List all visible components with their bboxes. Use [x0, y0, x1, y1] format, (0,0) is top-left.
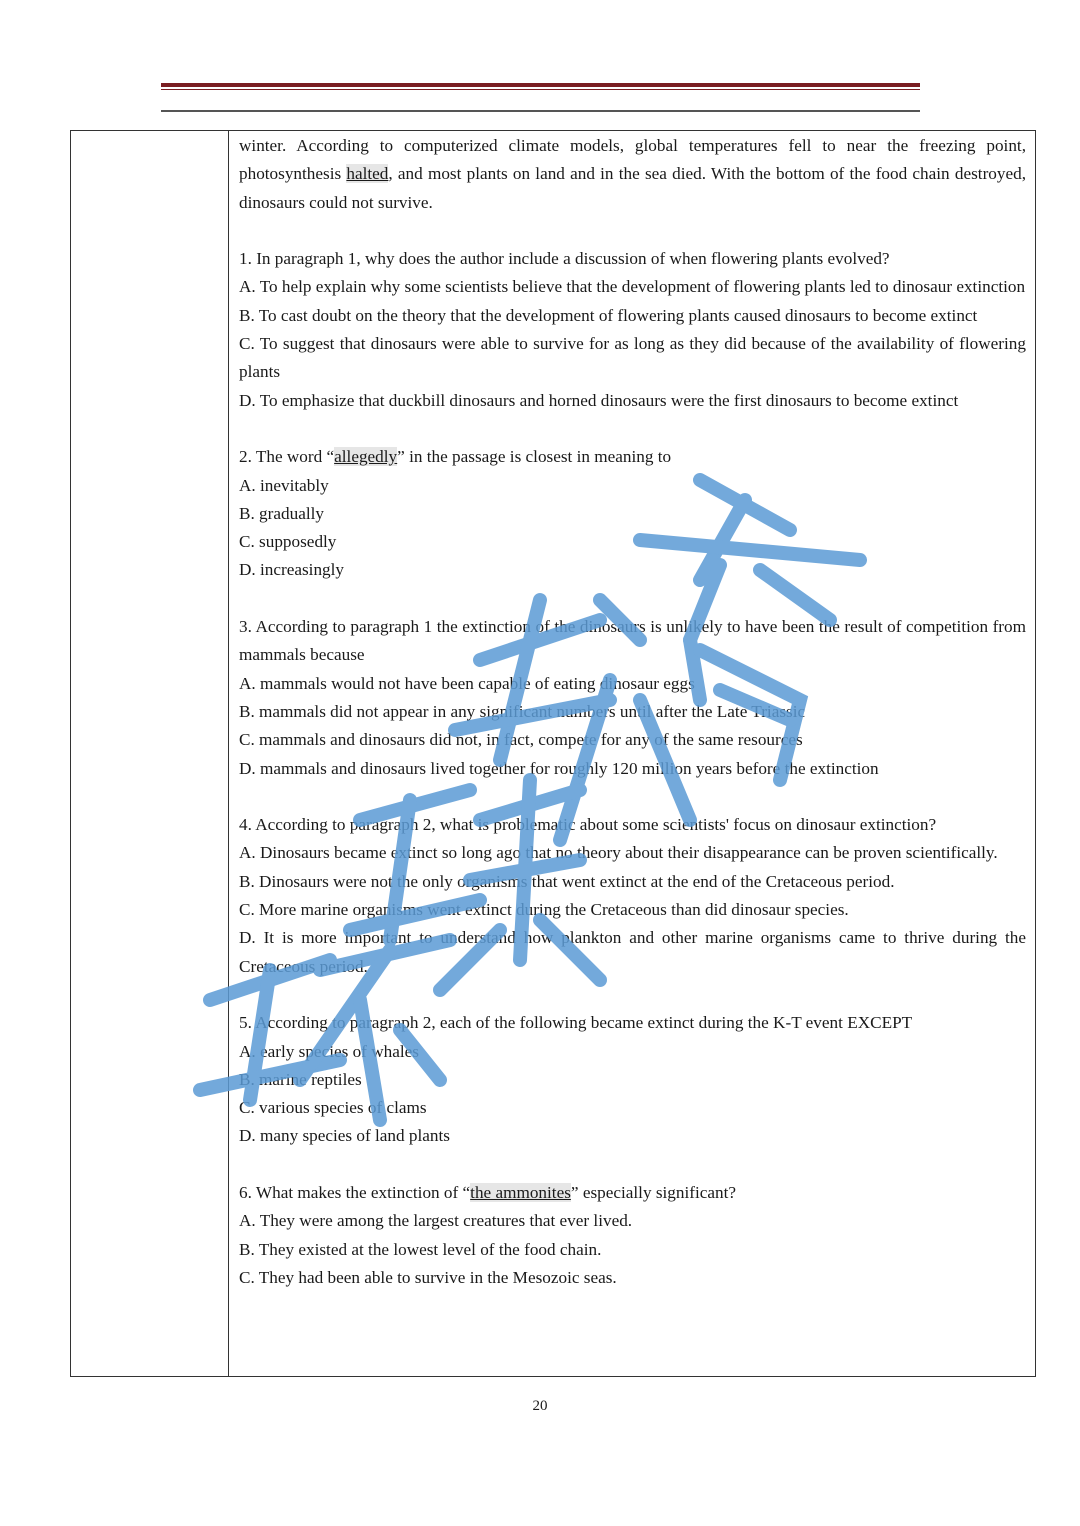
question-stem: 4. According to paragraph 2, what is problematic about some scientists' focus on dinosaur extinction? [239, 815, 937, 835]
answer-option[interactable]: D. mammals and dinosaurs lived together for roughly 120 million years before the extinction [239, 758, 879, 778]
highlighted-word[interactable]: halted [346, 164, 389, 184]
question-stem: 2. The word “allegedly” in the passage is closest in meaning to [239, 447, 672, 467]
answer-option[interactable]: C. various species of clams [239, 1098, 427, 1118]
answer-option[interactable]: A. They were among the largest creatures that ever lived. [239, 1211, 633, 1231]
answer-option[interactable]: B. They existed at the lowest level of the food chain. [239, 1239, 602, 1259]
answer-option[interactable]: B. gradually [239, 503, 324, 523]
highlighted-word[interactable]: allegedly [334, 447, 398, 467]
question-stem: 5. According to paragraph 2, each of the following became extinct during the K-T event EXCEPT [239, 1013, 913, 1033]
highlighted-word[interactable]: the ammonites [470, 1182, 571, 1202]
answer-option[interactable]: B. mammals did not appear in any significant numbers until after the Late Triassic [239, 701, 806, 721]
answer-option[interactable]: B. Dinosaurs were not the only organisms that went extinct at the end of the Cretaceous period. [239, 871, 895, 891]
answer-option[interactable]: C. mammals and dinosaurs did not, in fact, compete for any of the same resources [239, 730, 803, 750]
answer-option[interactable]: D. many species of land plants [239, 1126, 450, 1146]
answer-option[interactable]: D. increasingly [239, 560, 345, 580]
passage-text: winter. According to computerized climate models, global temperatures fell to near the freezing point, photosynthesis halted, and most plants on land and in the sea died. With the bottom of the food chain destroyed, dinosaurs could not survive. [239, 136, 1027, 212]
answer-option[interactable]: B. To cast doubt on the theory that the development of flowering plants caused dinosaurs to become extinct [239, 305, 978, 325]
answer-option[interactable]: A. mammals would not have been capable of eating dinosaur eggs [239, 673, 695, 693]
answer-option[interactable]: C. More marine organisms went extinct during the Cretaceous than did dinosaur species. [239, 900, 849, 920]
page-number: 20 [532, 1398, 548, 1414]
question-stem: 3. According to paragraph 1 the extinction of the dinosaurs is unlikely to have been the result of competition from mammals because [239, 617, 1026, 665]
answer-option[interactable]: A. To help explain why some scientists believe that the development of flowering plants led to dinosaur extinction [239, 277, 1026, 297]
answer-option[interactable]: D. To emphasize that duckbill dinosaurs and horned dinosaurs were the first dinosaurs to become extinct [239, 390, 959, 410]
header-rule-thin [161, 89, 920, 90]
answer-option[interactable]: C. To suggest that dinosaurs were able to survive for as long as they did because of the availability of flowering plants [239, 334, 1026, 382]
header-rule-bottom [161, 110, 920, 112]
reading-content [239, 132, 1026, 1292]
answer-option[interactable]: D. It is more important to understand how plankton and other marine organisms came to thrive during the Cretaceous period. [239, 928, 1026, 976]
answer-option[interactable]: C. supposedly [239, 532, 337, 552]
question-stem: 1. In paragraph 1, why does the author include a discussion of when flowering plants evolved? [239, 249, 890, 269]
header-rule-thick [161, 83, 920, 87]
answer-option[interactable]: C. They had been able to survive in the Mesozoic seas. [239, 1267, 617, 1287]
question-stem: 6. What makes the extinction of “the ammonites” especially significant? [239, 1182, 737, 1202]
answer-option[interactable]: A. inevitably [239, 475, 329, 495]
answer-option[interactable]: A. early species of whales [239, 1041, 419, 1061]
answer-option[interactable]: A. Dinosaurs became extinct so long ago that no theory about their disappearance can be proven scientifically. [239, 843, 998, 863]
table-column-divider [228, 130, 229, 1377]
answer-option[interactable]: B. marine reptiles [239, 1069, 362, 1089]
